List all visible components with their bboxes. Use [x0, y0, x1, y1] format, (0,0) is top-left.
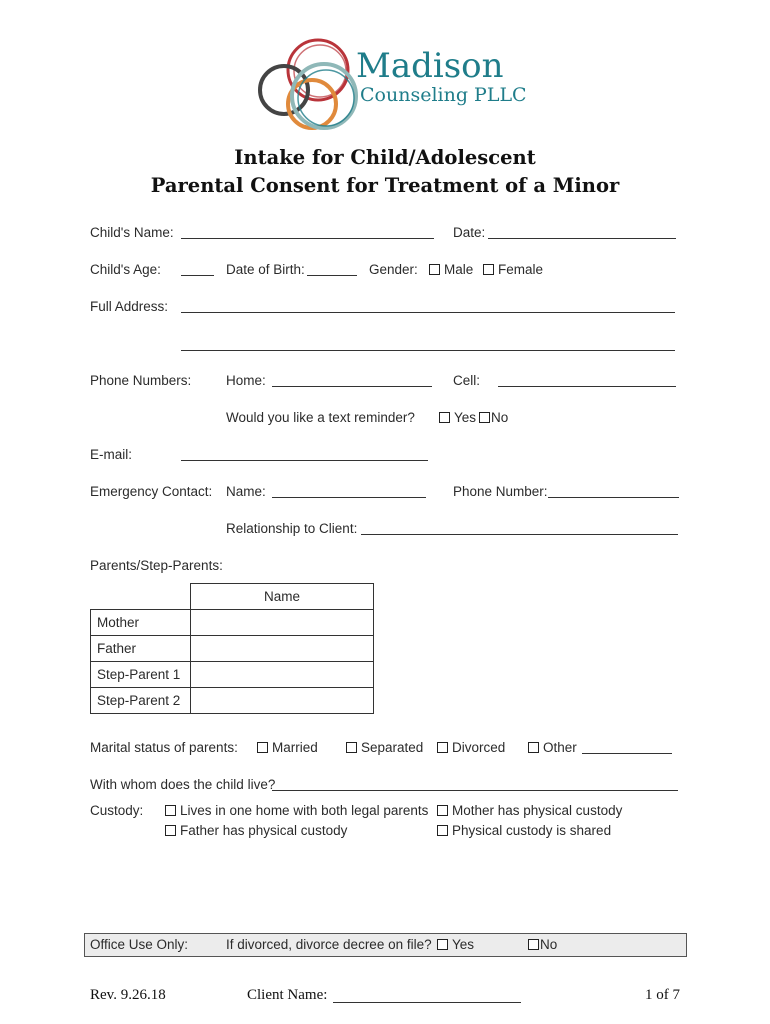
- date-field[interactable]: [488, 226, 676, 239]
- phone-numbers-label: Phone Numbers:: [90, 373, 192, 388]
- checkbox-icon: [479, 412, 490, 423]
- row-label: Step-Parent 2: [91, 688, 191, 714]
- cell-phone-field[interactable]: [498, 374, 676, 387]
- logo-text-counseling: Counseling PLLC: [360, 84, 527, 106]
- custody-label: Custody:: [90, 803, 144, 818]
- custody-both-parents-option[interactable]: Lives in one home with both legal parents: [165, 803, 428, 818]
- checkbox-icon: [528, 939, 539, 950]
- mother-name-cell[interactable]: [191, 610, 374, 636]
- divorce-decree-no-option[interactable]: No: [528, 937, 557, 952]
- childs-age-field[interactable]: [181, 263, 214, 276]
- table-row: [91, 662, 374, 688]
- home-phone-field[interactable]: [272, 374, 432, 387]
- childs-name-label: Child's Name:: [90, 225, 174, 240]
- checkbox-icon: [257, 742, 268, 753]
- checkbox-icon: [429, 264, 440, 275]
- emergency-phone-label: Phone Number:: [453, 484, 548, 499]
- date-label: Date:: [453, 225, 486, 240]
- checkbox-icon: [437, 825, 448, 836]
- father-name-cell[interactable]: [191, 636, 374, 662]
- logo: [250, 26, 527, 136]
- page-number: 1 of 7: [645, 987, 680, 1003]
- logo-rings-icon: [250, 26, 360, 136]
- gender-label: Gender:: [369, 262, 418, 277]
- marital-divorced-option[interactable]: Divorced: [437, 740, 505, 755]
- footer-client-name-label: Client Name:: [247, 987, 328, 1003]
- emergency-phone-field[interactable]: [548, 485, 679, 498]
- parents-table: [90, 583, 374, 714]
- page-subtitle: Parental Consent for Treatment of a Minor: [150, 174, 620, 197]
- table-header-name: Name: [191, 584, 374, 610]
- checkbox-icon: [165, 805, 176, 816]
- custody-father-option[interactable]: Father has physical custody: [165, 823, 347, 838]
- email-label: E-mail:: [90, 447, 133, 462]
- gender-male-option[interactable]: Male: [429, 262, 473, 277]
- checkbox-icon: [437, 939, 448, 950]
- childs-name-field[interactable]: [181, 226, 434, 239]
- divorce-decree-yes-option[interactable]: Yes: [437, 937, 474, 952]
- checkbox-icon: [439, 412, 450, 423]
- checkbox-icon: [437, 805, 448, 816]
- address-field-line1[interactable]: [181, 300, 675, 313]
- text-reminder-yes-option[interactable]: Yes: [439, 410, 476, 425]
- checkbox-icon: [483, 264, 494, 275]
- checkbox-icon: [165, 825, 176, 836]
- row-label: Father: [91, 636, 191, 662]
- office-use-label: Office Use Only:: [90, 937, 189, 952]
- parents-label: Parents/Step-Parents:: [90, 558, 223, 573]
- step-parent-1-name-cell[interactable]: [191, 662, 374, 688]
- home-phone-label: Home:: [226, 373, 266, 388]
- childs-age-label: Child's Age:: [90, 262, 161, 277]
- footer-client-name-field[interactable]: [333, 988, 521, 1003]
- relationship-field[interactable]: [361, 522, 678, 535]
- row-label: Mother: [91, 610, 191, 636]
- marital-other-option[interactable]: Other: [528, 740, 577, 755]
- live-with-field[interactable]: [272, 778, 678, 791]
- relationship-label: Relationship to Client:: [226, 521, 358, 536]
- address-field-line2[interactable]: [181, 338, 675, 351]
- table-row: [91, 688, 374, 714]
- checkbox-icon: [528, 742, 539, 753]
- row-label: Step-Parent 1: [91, 662, 191, 688]
- custody-shared-option[interactable]: Physical custody is shared: [437, 823, 611, 838]
- logo-text-madison: Madison: [356, 46, 504, 86]
- table-row: [91, 610, 374, 636]
- emergency-name-label: Name:: [226, 484, 266, 499]
- marital-separated-option[interactable]: Separated: [346, 740, 423, 755]
- email-field[interactable]: [181, 448, 428, 461]
- custody-mother-option[interactable]: Mother has physical custody: [437, 803, 622, 818]
- emergency-name-field[interactable]: [272, 485, 426, 498]
- live-with-label: With whom does the child live?: [90, 777, 276, 792]
- text-reminder-label: Would you like a text reminder?: [226, 410, 415, 425]
- cell-phone-label: Cell:: [453, 373, 481, 388]
- step-parent-2-name-cell[interactable]: [191, 688, 374, 714]
- marital-status-label: Marital status of parents:: [90, 740, 238, 755]
- dob-label: Date of Birth:: [226, 262, 305, 277]
- dob-field[interactable]: [307, 263, 357, 276]
- text-reminder-no-option[interactable]: No: [479, 410, 508, 425]
- gender-female-option[interactable]: Female: [483, 262, 543, 277]
- marital-other-field[interactable]: [582, 741, 672, 754]
- divorce-decree-label: If divorced, divorce decree on file?: [226, 937, 432, 952]
- checkbox-icon: [437, 742, 448, 753]
- table-header-row: [91, 584, 374, 610]
- table-row: [91, 636, 374, 662]
- marital-married-option[interactable]: Married: [257, 740, 318, 755]
- address-label: Full Address:: [90, 299, 169, 314]
- page-title: Intake for Child/Adolescent: [234, 146, 536, 169]
- checkbox-icon: [346, 742, 357, 753]
- revision-text: Rev. 9.26.18: [90, 987, 166, 1003]
- emergency-contact-label: Emergency Contact:: [90, 484, 213, 499]
